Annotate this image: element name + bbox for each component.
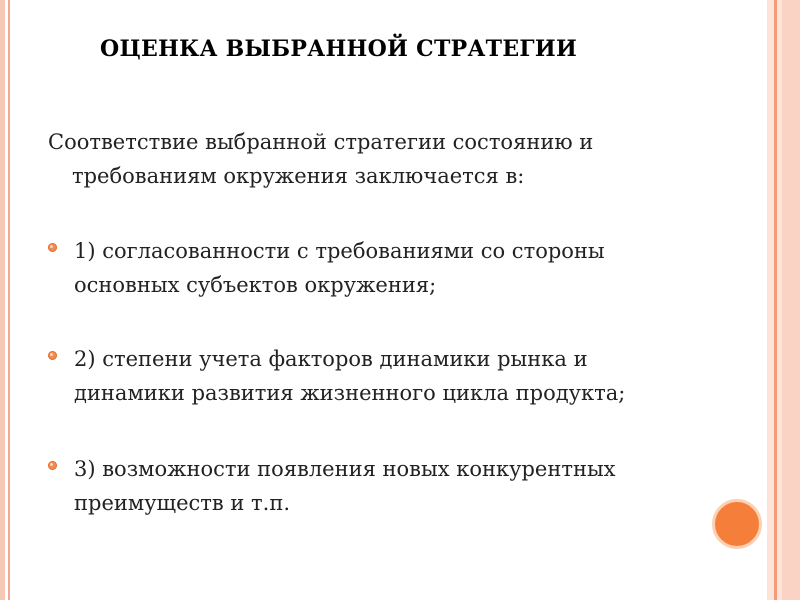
left-frame-line — [8, 0, 10, 600]
right-frame-line — [774, 0, 777, 600]
decorative-circle-icon — [712, 499, 762, 549]
list-item-line-2: динамики развития жизненного цикла продукта; — [74, 381, 626, 405]
bullet-icon — [48, 461, 57, 470]
list-item-line-1: 1) согласованности с требованиями со стороны — [74, 239, 605, 263]
intro-line-1: Соответствие выбранной стратегии состоянию и — [48, 130, 594, 154]
list-item-line-2: преимуществ и т.п. — [74, 491, 291, 515]
intro-line-2: требованиям окружения заключается в: — [72, 164, 525, 188]
bullet-icon — [48, 243, 57, 252]
list-item-line-1: 3) возможности появления новых конкурентных — [74, 457, 616, 481]
list-item-line-2: основных субъектов окружения; — [74, 273, 437, 297]
bullet-icon — [48, 351, 57, 360]
right-frame-band — [782, 0, 800, 600]
list-item-line-1: 2) степени учета факторов динамики рынка и — [74, 347, 588, 371]
intro-paragraph — [48, 125, 748, 193]
slide-title: ОЦЕНКА ВЫБРАННОЙ СТРАТЕГИИ — [100, 36, 578, 62]
left-frame-band — [0, 0, 5, 600]
